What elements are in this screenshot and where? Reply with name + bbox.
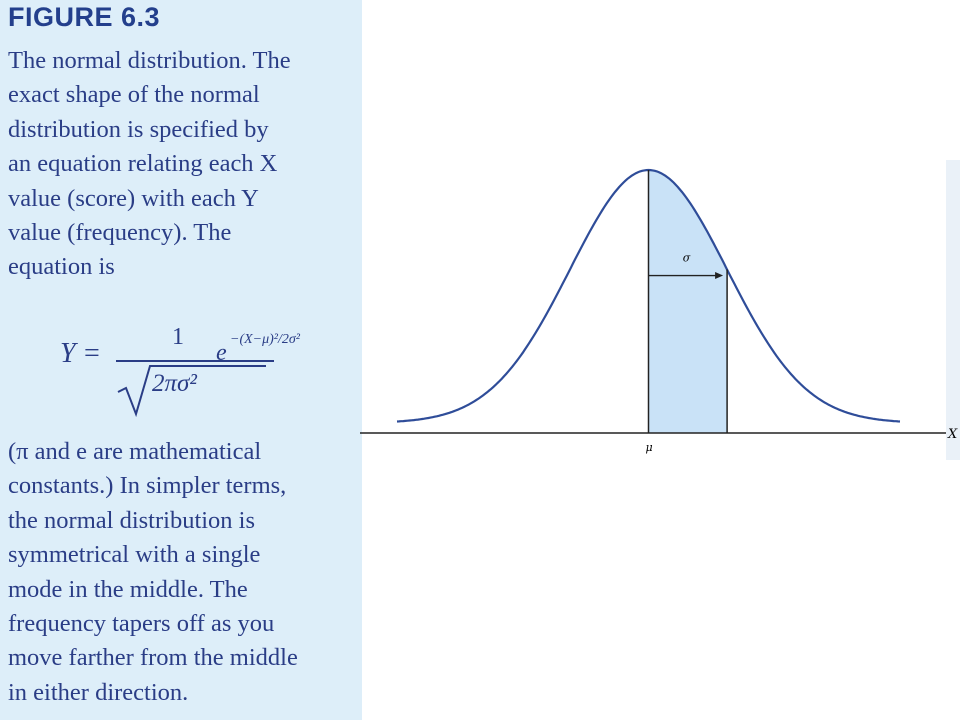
x-axis-label: X	[948, 427, 958, 442]
caption-line: The normal distribution. The	[8, 47, 291, 74]
caption-line: in either direction.	[8, 678, 189, 706]
caption-line: value (frequency). The	[8, 219, 232, 247]
caption-line: equation is	[8, 253, 115, 281]
equation-exponent: −(X−μ)²/2σ²	[230, 332, 300, 347]
figure-label: FIGURE 6.3	[8, 2, 161, 32]
caption-line: (π and e are mathematical	[8, 438, 262, 465]
caption-line: distribution is specified by	[8, 115, 269, 143]
caption-line: constants.) In simpler terms,	[8, 472, 287, 500]
mean-label: μ	[645, 441, 653, 454]
caption-line: value (score) with each Y	[8, 184, 259, 212]
equation-denominator: 2πσ²	[152, 370, 197, 397]
caption-line: the normal distribution is	[8, 506, 256, 534]
equation-equals: =	[84, 338, 100, 369]
caption-line: exact shape of the normal	[8, 81, 260, 109]
caption-line: move farther from the middle	[8, 644, 298, 672]
caption-line: symmetrical with a single	[8, 541, 261, 569]
sigma-shaded-region	[649, 170, 728, 433]
caption-line: an equation relating each X	[8, 150, 278, 178]
equation-base: e	[216, 340, 227, 366]
caption-line: mode in the middle. The	[8, 575, 248, 603]
sigma-label: σ	[682, 251, 691, 265]
equation-lhs: Y	[60, 338, 76, 369]
caption-line: frequency tapers off as you	[8, 610, 275, 638]
equation-numerator: 1	[172, 324, 184, 350]
